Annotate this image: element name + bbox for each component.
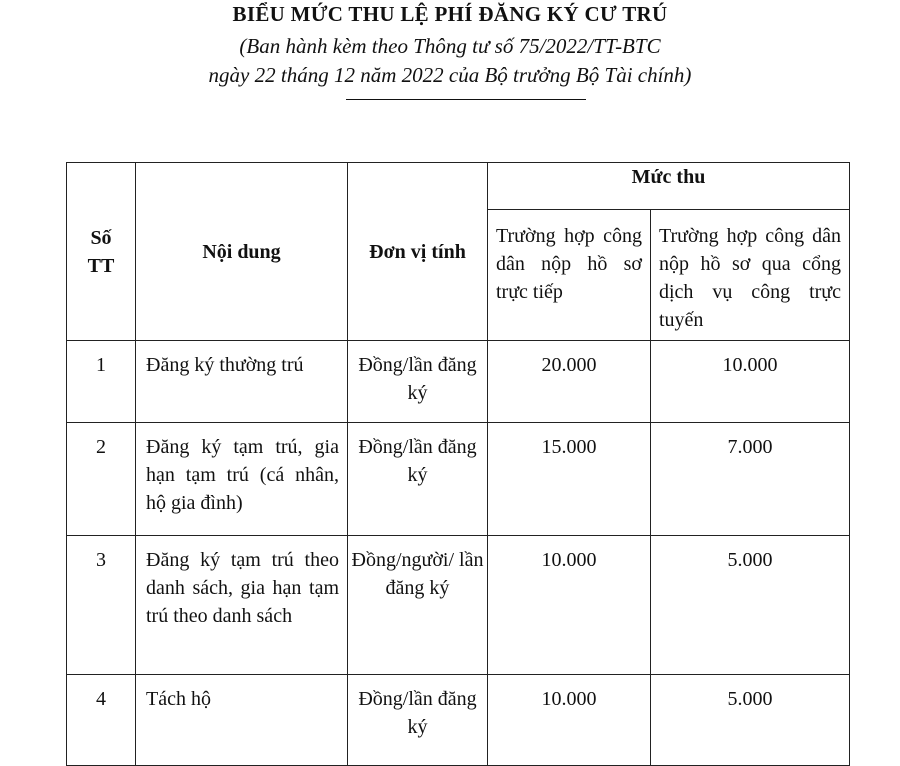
row-unit: Đồng/lần đăng ký <box>348 341 488 423</box>
row-content: Đăng ký tạm trú theo danh sách, gia hạn tạm trú theo danh sách <box>136 536 348 675</box>
header-no: Số TT <box>67 163 136 341</box>
row-fee-online: 7.000 <box>651 423 850 536</box>
row-fee-online: 5.000 <box>651 675 850 766</box>
header-fee-group: Mức thu <box>488 163 850 210</box>
row-no: 2 <box>67 423 136 536</box>
row-fee-direct: 10.000 <box>488 675 651 766</box>
table-row <box>67 536 850 675</box>
table-row <box>67 423 850 536</box>
row-fee-online: 10.000 <box>651 341 850 423</box>
row-content: Đăng ký thường trú <box>136 341 348 423</box>
header-unit: Đơn vị tính <box>348 163 488 341</box>
table-row <box>67 341 850 423</box>
row-fee-online: 5.000 <box>651 536 850 675</box>
row-unit: Đồng/lần đăng ký <box>348 423 488 536</box>
table-row <box>67 675 850 766</box>
row-unit: Đồng/người/ lần đăng ký <box>348 536 488 675</box>
header-direct: Trường hợp công dân nộp hồ sơ trực tiếp <box>488 210 651 341</box>
row-content: Tách hộ <box>136 675 348 766</box>
document-title: BIỂU MỨC THU LỆ PHÍ ĐĂNG KÝ CƯ TRÚ <box>232 2 668 26</box>
row-fee-direct: 15.000 <box>488 423 651 536</box>
row-unit: Đồng/lần đăng ký <box>348 675 488 766</box>
row-no: 4 <box>67 675 136 766</box>
header-online: Trường hợp công dân nộp hồ sơ qua cổng dịch vụ công trực tuyến <box>651 210 850 341</box>
row-content: Đăng ký tạm trú, gia hạn tạm trú (cá nhân, hộ gia đình) <box>136 423 348 536</box>
document-subtitle-line2: ngày 22 tháng 12 năm 2022 của Bộ trưởng Bộ Tài chính) <box>208 63 692 87</box>
document-subtitle-line1: (Ban hành kèm theo Thông tư số 75/2022/TT-BTC <box>239 34 661 58</box>
row-fee-direct: 20.000 <box>488 341 651 423</box>
fee-table <box>66 162 850 766</box>
row-no: 1 <box>67 341 136 423</box>
row-fee-direct: 10.000 <box>488 536 651 675</box>
row-no: 3 <box>67 536 136 675</box>
header-content: Nội dung <box>136 163 348 341</box>
title-underline <box>346 99 586 100</box>
